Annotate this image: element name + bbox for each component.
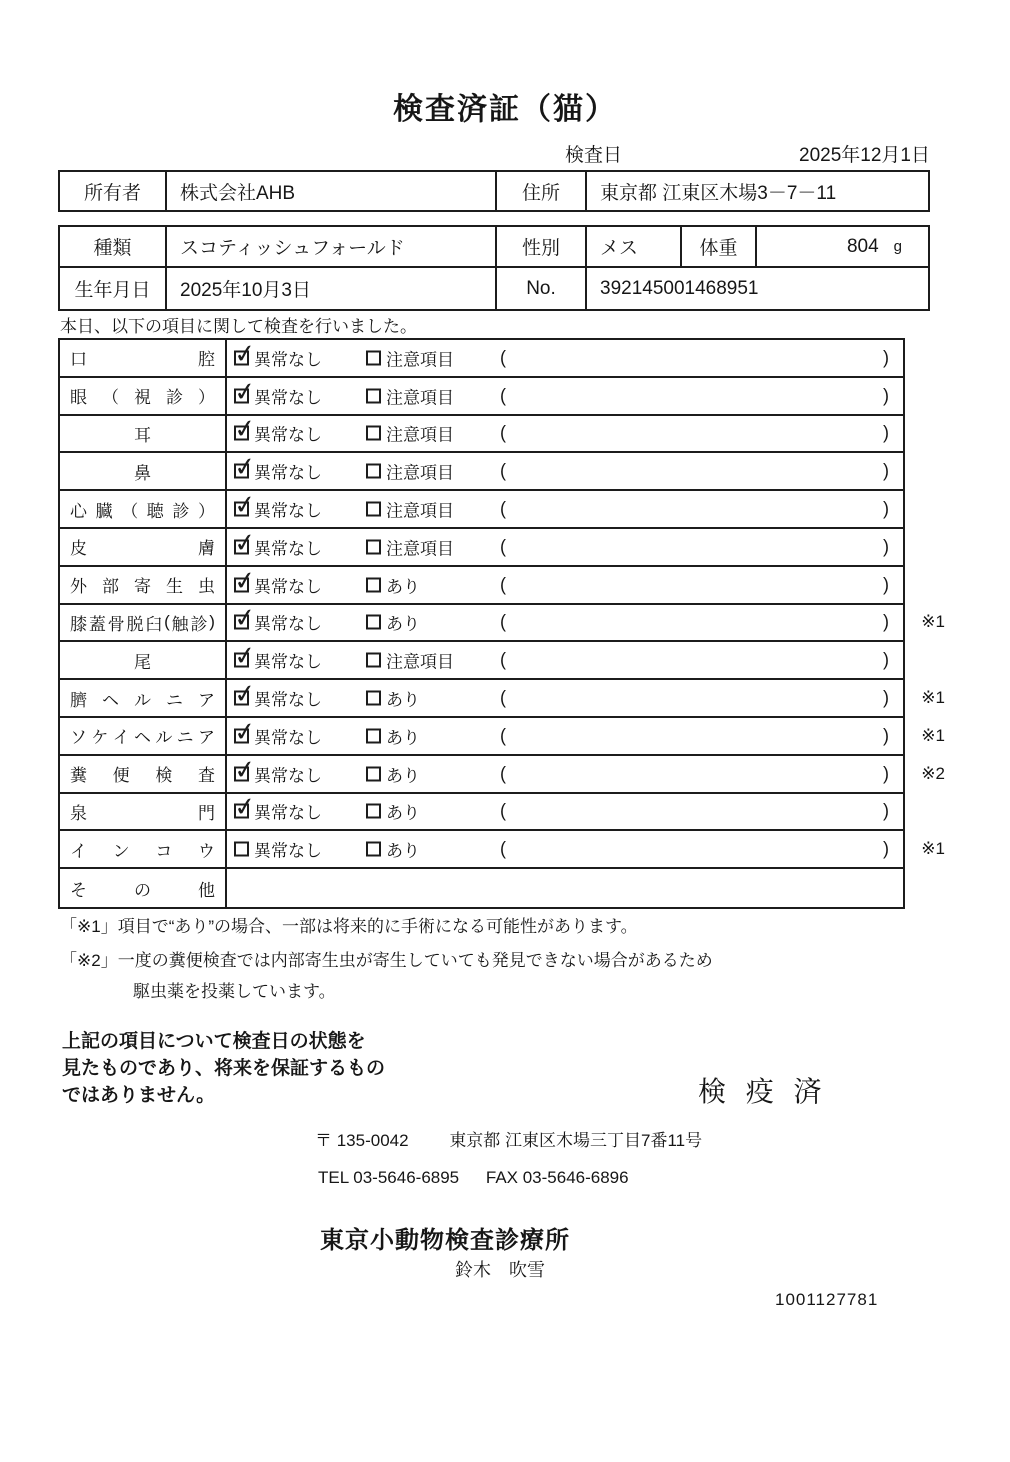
checkbox-group (366, 837, 420, 862)
exam-row-content (227, 378, 903, 414)
checkbox-label: あり (386, 690, 420, 710)
exam-item-char: 便 (112, 766, 130, 786)
exam-row-content (227, 869, 903, 907)
exam-item-char: ） (197, 501, 215, 521)
intro-text: 本日、以下の項目に関して検査を行いました。 (60, 317, 417, 336)
close-paren: ) (883, 385, 889, 406)
checked-checkbox-icon (234, 615, 249, 630)
weight-unit: g (893, 238, 902, 255)
open-paren: ( (500, 687, 506, 708)
open-paren: ( (500, 498, 506, 519)
pet-table (58, 225, 930, 311)
exam-table (58, 338, 945, 909)
exam-item-label (60, 869, 227, 907)
checkbox-label: あり (386, 766, 420, 786)
address-label: 住所 (497, 172, 587, 210)
unchecked-checkbox-icon (366, 539, 381, 554)
checkbox-group (366, 799, 420, 824)
exam-row (60, 491, 903, 529)
exam-item-char: ヘ (133, 728, 151, 748)
exam-item-char: 検 (155, 766, 173, 786)
checkbox-label: 異常なし (254, 803, 322, 823)
checkbox-group (234, 686, 322, 711)
exam-item-label (60, 605, 227, 641)
owner-label: 所有者 (60, 172, 167, 210)
checkbox-group (366, 723, 420, 748)
checkbox-label: 異常なし (254, 388, 322, 408)
unchecked-checkbox-icon (366, 388, 381, 403)
exam-row (60, 453, 903, 491)
checkbox-label: 異常なし (254, 425, 322, 445)
checked-checkbox-icon (234, 502, 249, 517)
clinic-contact-line (318, 1168, 629, 1188)
owner-table (58, 170, 930, 212)
checkbox-group (234, 497, 322, 522)
address-value: 東京都 江東区木場3－7－11 (600, 182, 837, 204)
serial-number: 1001127781 (775, 1290, 879, 1309)
exam-item-char: 生 (166, 577, 183, 597)
exam-row (60, 605, 945, 643)
exam-item-char: ニ (166, 690, 183, 710)
pet-table-row-1 (60, 227, 928, 268)
page-title: 検査済証（猫） (393, 93, 617, 126)
checkbox-label: 注意項目 (386, 350, 454, 370)
close-paren: ) (883, 763, 889, 784)
close-paren: ) (883, 649, 889, 670)
sex-label: 性別 (497, 227, 587, 266)
exam-item-char: ア (197, 728, 215, 748)
footnote-1: 「※1」項目で“あり”の場合、一部は将来的に手術になる可能性があります。 (60, 917, 638, 936)
veterinarian-name: 鈴木 吹雪 (455, 1260, 545, 1280)
unchecked-checkbox-icon (366, 804, 381, 819)
exam-item-char: 寄 (134, 577, 151, 597)
checkbox-label: あり (386, 803, 420, 823)
checkbox-group (366, 686, 420, 711)
unchecked-checkbox-icon (366, 426, 381, 441)
exam-row-content (227, 642, 903, 678)
exam-item-char: ソ (70, 728, 87, 748)
exam-item-char: 口 (70, 350, 87, 370)
checkbox-group (234, 421, 322, 446)
exam-item-char: 視 (134, 388, 151, 408)
unchecked-checkbox-icon (366, 615, 381, 630)
exam-item-label (60, 453, 227, 489)
exam-row-content (227, 416, 903, 452)
row-footnote-marker: ※2 (921, 763, 945, 783)
checkbox-label: 異常なし (254, 463, 322, 483)
no-value: 392145001468951 (600, 277, 759, 299)
breed-value: スコティッシュフォールド (167, 227, 497, 266)
close-paren: ) (883, 800, 889, 821)
close-paren: ) (883, 611, 889, 632)
open-paren: ( (500, 763, 506, 784)
exam-item-char: 鼻 (134, 463, 151, 483)
exam-row-content (227, 794, 903, 830)
close-paren: ) (883, 422, 889, 443)
checked-checkbox-icon (234, 577, 249, 592)
checkbox-label: 異常なし (254, 728, 322, 748)
exam-item-char: 皮 (70, 539, 87, 559)
exam-item-char: ア (198, 690, 215, 710)
exam-row-content (227, 605, 903, 641)
exam-item-char: 虫 (198, 577, 215, 597)
exam-item-char: ル (134, 690, 151, 710)
checkbox-group (234, 799, 322, 824)
exam-item-char: イ (112, 728, 130, 748)
checkbox-label: あり (386, 577, 420, 597)
row-footnote-marker: ※1 (921, 688, 945, 708)
exam-item-char: 心 (70, 501, 87, 521)
exam-item-char: 膝 (70, 614, 87, 634)
checkbox-group (234, 837, 322, 862)
disclaimer-text (62, 1028, 385, 1109)
unchecked-checkbox-icon (366, 766, 381, 781)
checkbox-group (366, 421, 454, 446)
disclaimer-line-1: 上記の項目について検査日の状態を (62, 1031, 366, 1052)
exam-row-content (227, 529, 903, 565)
exam-item-char: 臼 (145, 614, 163, 634)
checkbox-group (234, 761, 322, 786)
exam-item-char: 脱 (126, 614, 144, 634)
exam-item-char: 眼 (70, 388, 87, 408)
exam-row (60, 680, 945, 718)
checked-checkbox-icon (234, 426, 249, 441)
checkbox-group (366, 497, 454, 522)
footnotes (60, 912, 713, 1011)
checked-checkbox-icon (234, 728, 249, 743)
quarantine-passed-stamp: 検 疫 済 (698, 1076, 828, 1107)
open-paren: ( (500, 649, 506, 670)
exam-item-char: 蓋 (88, 614, 106, 634)
checked-checkbox-icon (234, 350, 249, 365)
unchecked-checkbox-icon (366, 577, 381, 592)
exam-item-char: ウ (197, 841, 215, 861)
checkbox-group (234, 572, 322, 597)
clinic-postal-code: 〒 135-0042 (315, 1131, 409, 1150)
exam-item-label (60, 642, 227, 678)
close-paren: ) (883, 574, 889, 595)
checkbox-group (366, 648, 454, 673)
exam-item-char: 臍 (70, 690, 87, 710)
exam-item-label (60, 794, 227, 830)
exam-item-char: コ (155, 841, 173, 861)
open-paren: ( (500, 574, 506, 595)
exam-row (60, 718, 945, 756)
unchecked-checkbox-icon (366, 350, 381, 365)
exam-row-content (227, 340, 903, 376)
checkbox-label: 注意項目 (386, 652, 454, 672)
exam-item-char: （ (102, 388, 119, 408)
close-paren: ) (883, 498, 889, 519)
breed-label: 種類 (60, 227, 167, 266)
checkbox-label: 注意項目 (386, 501, 454, 521)
close-paren: ) (883, 838, 889, 859)
checked-checkbox-icon (234, 691, 249, 706)
checked-checkbox-icon (234, 464, 249, 479)
no-label: No. (497, 268, 587, 309)
clinic-address: 東京都 江東区木場三丁目7番11号 (449, 1131, 703, 1150)
checkbox-group (234, 648, 322, 673)
exam-row (60, 340, 903, 378)
unchecked-checkbox-icon (366, 728, 381, 743)
exam-item-char: 査 (197, 766, 215, 786)
open-paren: ( (500, 536, 506, 557)
exam-item-char: ( (164, 612, 170, 632)
exam-item-char: 泉 (70, 803, 87, 823)
exam-item-char: 聴 (146, 501, 164, 521)
exam-item-label (60, 680, 227, 716)
exam-row-content (227, 756, 903, 792)
checkbox-label: 異常なし (254, 766, 322, 786)
footnote-2: 「※2」一度の糞便検査では内部寄生虫が寄生していても発見できない場合があるため (60, 951, 713, 970)
checkbox-group (366, 761, 420, 786)
exam-row-content (227, 718, 903, 754)
unchecked-checkbox-icon (366, 464, 381, 479)
checkbox-group (234, 459, 322, 484)
exam-row-content (227, 453, 903, 489)
exam-item-char: 膚 (198, 539, 215, 559)
close-paren: ) (883, 347, 889, 368)
unchecked-checkbox-icon (366, 842, 381, 857)
exam-row-content (227, 567, 903, 603)
exam-row-content (227, 831, 903, 867)
exam-item-char: ) (209, 612, 215, 632)
exam-item-char: イ (70, 841, 87, 861)
disclaimer-line-2: 見たものであり、将来を保証するもの (62, 1058, 386, 1079)
exam-item-char: の (134, 880, 151, 900)
row-footnote-marker: ※1 (921, 612, 945, 632)
exam-row (60, 642, 903, 680)
checkbox-group (234, 345, 322, 370)
checkbox-label: 異常なし (254, 690, 322, 710)
exam-item-char: 診 (172, 501, 190, 521)
checked-checkbox-icon (234, 766, 249, 781)
inspection-date-label: 検査日 (565, 145, 623, 166)
exam-row (60, 416, 903, 454)
exam-item-char: ニ (176, 728, 194, 748)
checkbox-group (366, 572, 420, 597)
checkbox-label: 注意項目 (386, 539, 454, 559)
exam-row (60, 831, 945, 869)
exam-item-char: 触 (171, 614, 189, 634)
checkbox-group (234, 383, 322, 408)
checked-checkbox-icon (234, 653, 249, 668)
clinic-fax: FAX 03-5646-6896 (485, 1168, 629, 1187)
exam-item-char: 外 (70, 577, 87, 597)
clinic-address-line (315, 1126, 702, 1151)
exam-item-char: 診 (166, 388, 183, 408)
checkbox-group (234, 610, 322, 635)
checkbox-label: 注意項目 (386, 388, 454, 408)
exam-item-char: 尾 (134, 652, 151, 672)
open-paren: ( (500, 838, 506, 859)
checkbox-group (234, 723, 322, 748)
unchecked-checkbox-icon (366, 691, 381, 706)
birthdate-value: 2025年10月3日 (167, 268, 497, 309)
clinic-tel: TEL 03-5646-6895 (318, 1168, 460, 1187)
checkbox-group (366, 383, 454, 408)
exam-item-char: 骨 (107, 614, 125, 634)
close-paren: ) (883, 725, 889, 746)
close-paren: ) (883, 687, 889, 708)
clinic-name: 東京小動物検査診療所 (320, 1227, 570, 1254)
exam-row (60, 567, 903, 605)
checkbox-label: 異常なし (254, 350, 322, 370)
exam-item-char: 臓 (95, 501, 113, 521)
exam-row (60, 529, 903, 567)
exam-item-label (60, 567, 227, 603)
exam-item-label (60, 340, 227, 376)
open-paren: ( (500, 725, 506, 746)
exam-row (60, 756, 945, 794)
close-paren: ) (883, 460, 889, 481)
exam-item-char: 他 (198, 880, 215, 900)
exam-item-char: そ (70, 880, 87, 900)
exam-row-content (227, 680, 903, 716)
exam-row (60, 794, 903, 832)
exam-row-content (227, 491, 903, 527)
exam-item-label (60, 756, 227, 792)
exam-item-label (60, 416, 227, 452)
unchecked-checkbox-icon (366, 653, 381, 668)
exam-item-label (60, 718, 227, 754)
exam-item-char: ） (198, 388, 215, 408)
checkbox-label: あり (386, 614, 420, 634)
open-paren: ( (500, 422, 506, 443)
checkbox-label: 異常なし (254, 577, 322, 597)
owner-value: 株式会社AHB (167, 172, 497, 210)
open-paren: ( (500, 385, 506, 406)
checkbox-label: 注意項目 (386, 463, 454, 483)
exam-item-label (60, 378, 227, 414)
open-paren: ( (500, 800, 506, 821)
disclaimer-line-3: ではありません。 (62, 1085, 216, 1106)
close-paren: ) (883, 536, 889, 557)
checkbox-group (366, 459, 454, 484)
exam-item-char: 糞 (70, 766, 87, 786)
unchecked-checkbox-icon (366, 502, 381, 517)
footnote-2-continued: 駆虫薬を投薬しています。 (133, 982, 336, 1001)
checked-checkbox-icon (234, 388, 249, 403)
checkbox-label: あり (386, 728, 420, 748)
weight-value: 804 (846, 235, 879, 257)
exam-item-char: 腔 (198, 350, 215, 370)
open-paren: ( (500, 347, 506, 368)
exam-item-char: ヘ (102, 690, 119, 710)
checked-checkbox-icon (234, 539, 249, 554)
checkbox-group (366, 534, 454, 559)
exam-item-char: 部 (102, 577, 119, 597)
checkbox-label: 異常なし (254, 841, 322, 861)
checkbox-label: 異常なし (254, 614, 322, 634)
exam-item-char: 耳 (134, 425, 151, 445)
checkbox-group (366, 610, 420, 635)
exam-item-char: 診 (190, 614, 208, 634)
inspection-date-row (565, 140, 930, 167)
exam-row (60, 869, 903, 907)
exam-item-char: ケ (91, 728, 109, 748)
sex-value: メス (587, 227, 682, 266)
checkbox-label: 注意項目 (386, 425, 454, 445)
exam-item-label (60, 831, 227, 867)
checkbox-label: あり (386, 841, 420, 861)
row-footnote-marker: ※1 (921, 725, 945, 745)
open-paren: ( (500, 611, 506, 632)
exam-row (60, 378, 903, 416)
birthdate-label: 生年月日 (60, 268, 167, 309)
exam-item-label (60, 529, 227, 565)
row-footnote-marker: ※1 (921, 839, 945, 859)
unchecked-checkbox-icon (234, 842, 249, 857)
exam-item-char: ン (112, 841, 130, 861)
inspection-date-value: 2025年12月1日 (799, 145, 930, 166)
checkbox-label: 異常なし (254, 539, 322, 559)
weight-label: 体重 (682, 227, 757, 266)
checkbox-group (366, 345, 454, 370)
checked-checkbox-icon (234, 804, 249, 819)
pet-table-row-2 (60, 268, 928, 309)
exam-item-char: （ (121, 501, 139, 521)
weight-value-cell (757, 227, 928, 266)
exam-item-char: ル (155, 728, 173, 748)
open-paren: ( (500, 460, 506, 481)
checkbox-label: 異常なし (254, 652, 322, 672)
exam-item-char: 門 (198, 803, 215, 823)
checkbox-label: 異常なし (254, 501, 322, 521)
checkbox-group (234, 534, 322, 559)
exam-item-label (60, 491, 227, 527)
